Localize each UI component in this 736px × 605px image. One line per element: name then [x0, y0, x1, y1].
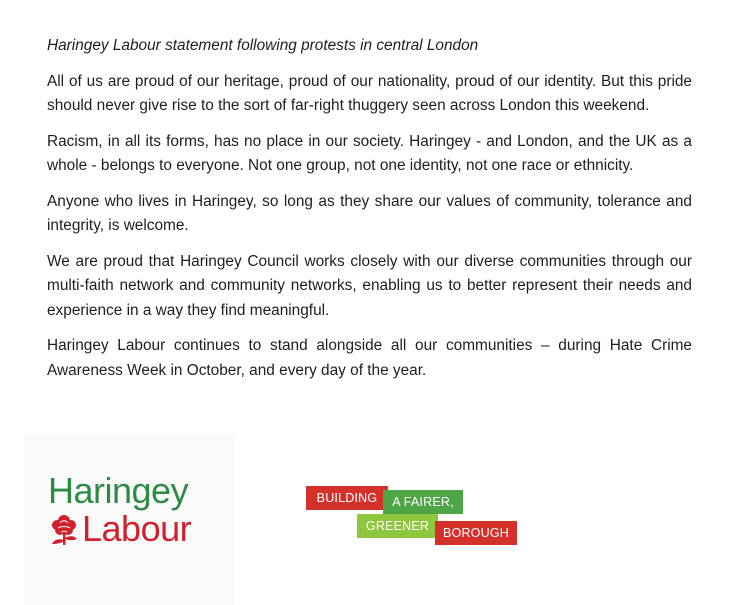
- slogan-building-tag: BUILDING: [306, 486, 388, 510]
- logo-haringey-text: Haringey: [48, 470, 189, 511]
- statement-title: Haringey Labour statement following protests in central London: [47, 37, 479, 54]
- slogan-fairer-tag: A FAIRER,: [383, 490, 463, 514]
- rose-icon: [48, 511, 80, 547]
- paragraph-4: We are proud that Haringey Council works closely with our diverse communities through our multi-faith network and community networks, enabling us to better represent their needs and experience in a way they find meaningful.: [47, 252, 692, 319]
- slogan-greener-tag: GREENER: [357, 514, 438, 538]
- paragraph-1: All of us are proud of our heritage, proud of our nationality, proud of our identity. But this pride should never give rise to the sort of far-right thuggery seen across London this weekend.: [47, 72, 692, 114]
- paragraph-2: Racism, in all its forms, has no place in our society. Haringey - and London, and the UK as a whole - belongs to everyone. Not one group, not one identity, not one race or ethnicity.: [47, 132, 692, 174]
- slogan-borough-tag: BOROUGH: [435, 521, 517, 545]
- paragraph-3: Anyone who lives in Haringey, so long as they share our values of community, tolerance and integrity, is welcome.: [47, 192, 692, 234]
- paragraph-5: Haringey Labour continues to stand alongside all our communities – during Hate Crime Awareness Week in October, and every day of the year.: [47, 337, 692, 379]
- logo-labour-text: Labour: [82, 508, 192, 549]
- statement-document: [47, 34, 692, 394]
- logo-labour-row: [48, 509, 191, 549]
- haringey-labour-logo: [24, 433, 234, 605]
